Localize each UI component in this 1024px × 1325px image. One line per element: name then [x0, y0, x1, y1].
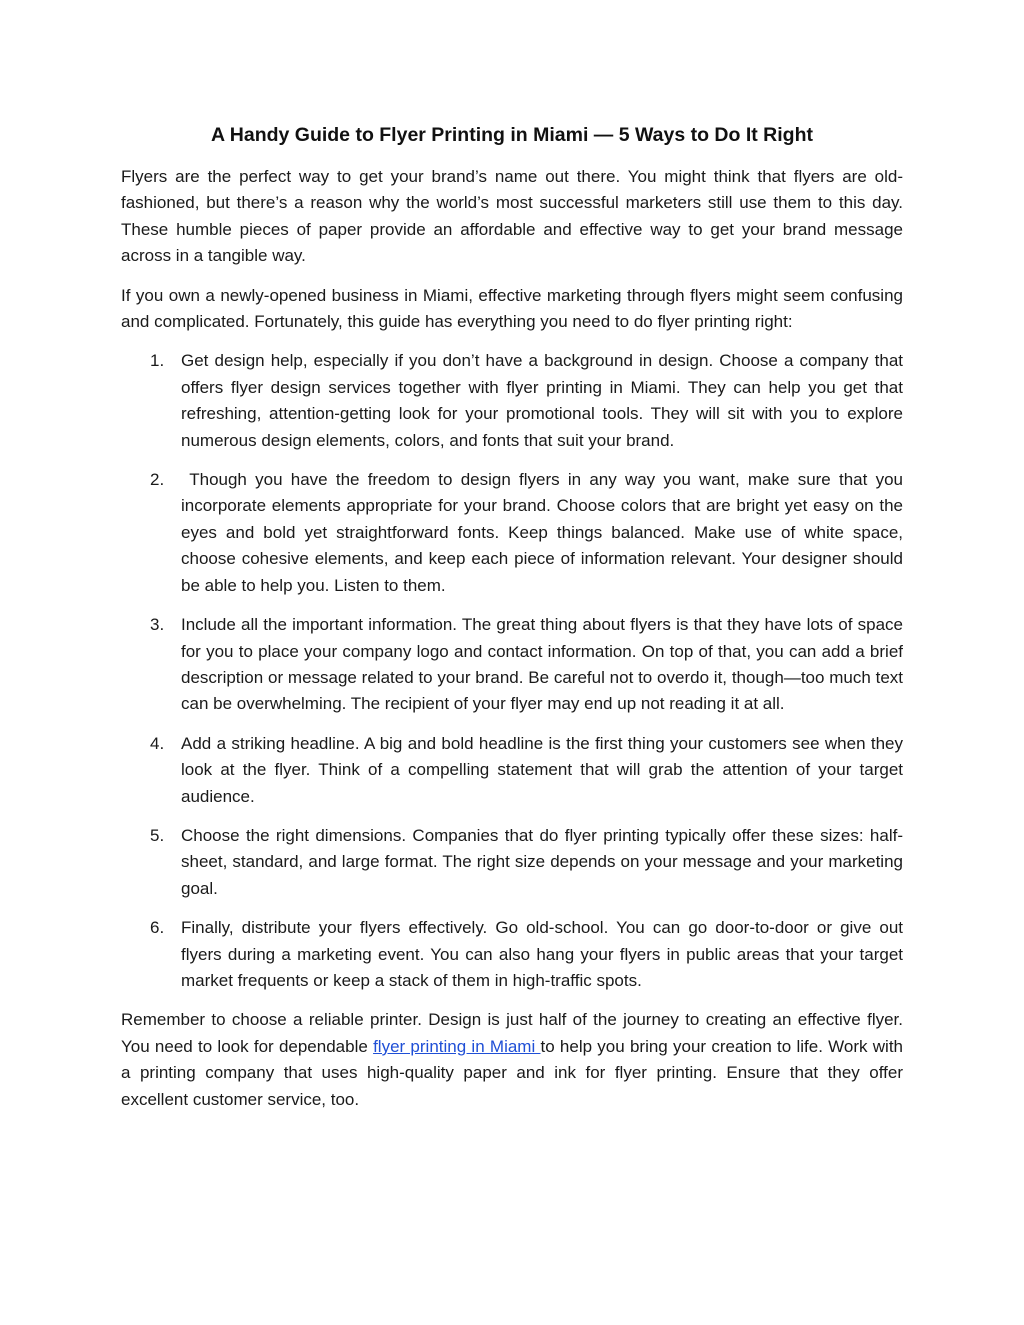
list-item: [121, 731, 903, 810]
list-item-number: 3.: [150, 615, 165, 635]
flyer-printing-link[interactable]: flyer printing in Miami: [373, 1036, 541, 1056]
closing-paragraph: [121, 1007, 903, 1113]
list-item: [121, 467, 908, 599]
list-item: [121, 348, 903, 454]
closing-text-after-link: to help you bring your creation to life. Work with a printing company that uses high-quality paper and ink for flyer printing. Ensure that they offer excellent customer service, too.: [121, 1036, 903, 1109]
document-page: [121, 118, 908, 1126]
list-item-text: Add a striking headline. A big and bold headline is the first thing your customers see when they look at the flyer. Think of a compelling statement that will grab the attention of your target audience.: [181, 733, 903, 806]
list-item-text: Though you have the freedom to design flyers in any way you want, make sure that you incorporate elements appropriate for your brand. Choose colors that are bright yet easy on the eyes and bold yet straightforward fonts. Keep things balanced. Make use of white space, choose cohesive elements, and keep each piece of information relevant. Your designer should be able to help you. Listen to them.: [181, 470, 908, 595]
tips-list: [121, 348, 908, 994]
list-item-text: Include all the important information. The great thing about flyers is that they have lots of space for you to place your company logo and contact information. On top of that, you can add a brief description or message related to your brand. Be careful not to overdo it, though—too much text can be overwhelming. The recipient of your flyer may end up not reading it at all.: [181, 615, 903, 714]
closing-text-before-link: Remember to choose a reliable printer. Design is just half of the journey to creating an effective flyer. You need to look for dependable: [121, 1010, 903, 1056]
list-item: [121, 823, 903, 902]
document-title: A Handy Guide to Flyer Printing in Miami — 5 Ways to Do It Right: [210, 124, 813, 146]
intro-paragraph-2: If you own a newly-opened business in Miami, effective marketing through flyers might seem confusing and complicated. Fortunately, this guide has everything you need to do flyer printing right:: [121, 285, 903, 332]
list-item-text: Finally, distribute your flyers effectively. Go old-school. You can go door-to-door or give out flyers during a marketing event. You can also hang your flyers in public areas that your target market frequents or keep a stack of them in high-traffic spots.: [181, 918, 903, 990]
list-item-number: 6.: [150, 918, 165, 938]
intro-paragraph-1: Flyers are the perfect way to get your brand’s name out there. You might think that flyers are old-fashioned, but there’s a reason why the world’s most successful marketers still use them to this day. These humble pieces of paper provide an affordable and effective way to get your brand message across in a tangible way.: [121, 167, 903, 266]
list-item: [121, 915, 903, 994]
list-item-number: 5.: [150, 825, 165, 845]
list-item: [121, 612, 903, 718]
list-item-number: 2.: [150, 470, 165, 490]
list-item-text: Get design help, especially if you don’t have a background in design. Choose a company that offers flyer design services together with flyer printing in Miami. They can help you get that refreshing, attention-getting look for your promotional tools. They will sit with you to explore numerous design elements, colors, and fonts that suit your brand.: [181, 351, 903, 450]
list-item-text: Choose the right dimensions. Companies that do flyer printing typically offer these sizes: half-sheet, standard, and large format. The right size depends on your message and your marketing goal.: [181, 825, 903, 898]
list-item-number: 1.: [150, 351, 165, 371]
list-item-number: 4.: [150, 733, 165, 753]
